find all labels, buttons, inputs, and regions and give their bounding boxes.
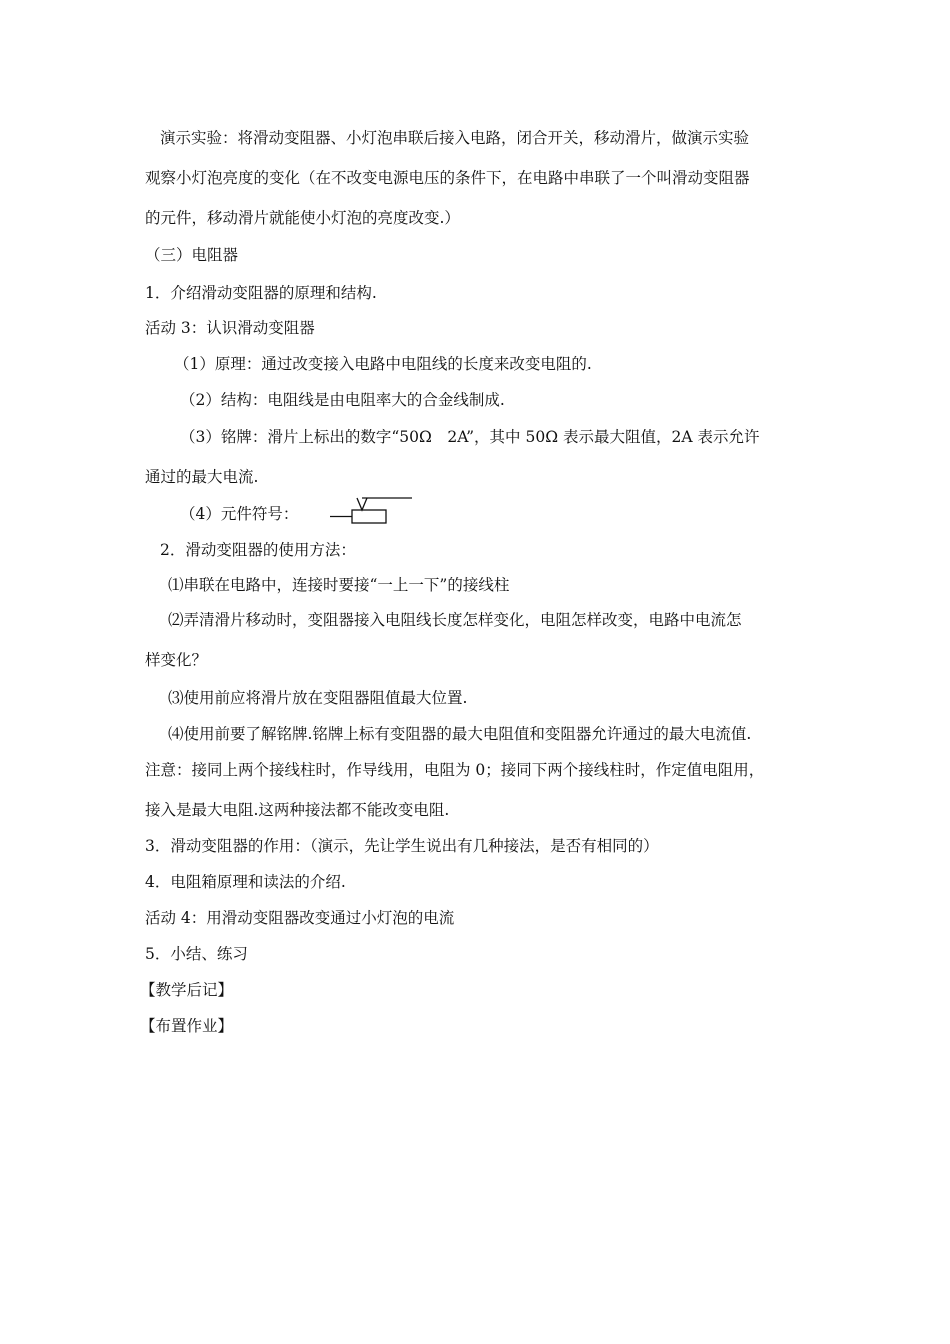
item-1: 1．介绍滑动变阻器的原理和结构. xyxy=(145,284,377,302)
item-5: 5．小结、练习 xyxy=(145,945,248,963)
note-line-2: 接入是最大电阻.这两种接法都不能改变电阻. xyxy=(145,801,450,819)
structure-line: （2）结构：电阻线是由电阻率大的合金线制成. xyxy=(180,391,505,409)
demo-line-3: 的元件，移动滑片就能使小灯泡的亮度改变.） xyxy=(145,209,460,227)
note-line-1: 注意：接同上两个接线柱时，作导线用，电阻为 0；接同下两个接线柱时，作定值电阻用， xyxy=(145,761,765,779)
use-1: ⑴串联在电路中，连接时要接“一上一下”的接线柱 xyxy=(168,576,510,594)
item-2: 2．滑动变阻器的使用方法： xyxy=(160,541,356,559)
demo-line-2: 观察小灯泡亮度的变化（在不改变电源电压的条件下，在电路中串联了一个叫滑动变阻器 xyxy=(145,169,750,187)
use-2-line-2: 样变化？ xyxy=(145,651,208,669)
nameplate-line-1: （3）铭牌：滑片上标出的数字“50Ω 2A”，其中 50Ω 表示最大阻值，2A 表示允许 xyxy=(180,428,760,446)
activity-4: 活动 4：用滑动变阻器改变通过小灯泡的电流 xyxy=(145,909,455,927)
use-3: ⑶使用前应将滑片放在变阻器阻值最大位置. xyxy=(168,689,468,707)
activity-3: 活动 3：认识滑动变阻器 xyxy=(145,319,315,337)
use-2-line-1: ⑵弄清滑片移动时，变阻器接入电阻线长度怎样变化，电阻怎样改变，电路中电流怎 xyxy=(168,611,742,629)
item-3: 3．滑动变阻器的作用：（演示，先让学生说出有几种接法，是否有相同的） xyxy=(145,837,659,855)
demo-line-1: 演示实验：将滑动变阻器、小灯泡串联后接入电路，闭合开关，移动滑片，做演示实验 xyxy=(160,129,750,147)
homework-heading: 【布置作业】 xyxy=(140,1017,234,1035)
principle-line: （1）原理：通过改变接入电路中电阻线的长度来改变电阻的. xyxy=(174,355,592,373)
rheostat-symbol-icon xyxy=(326,490,416,530)
item-4: 4．电阻箱原理和读法的介绍. xyxy=(145,873,346,891)
section-title: （三）电阻器 xyxy=(145,246,239,264)
symbol-label: （4）元件符号： xyxy=(180,505,299,523)
nameplate-line-2: 通过的最大电流. xyxy=(145,468,259,486)
postscript-heading: 【教学后记】 xyxy=(140,981,234,999)
use-4: ⑷使用前要了解铭牌.铭牌上标有变阻器的最大电阻值和变阻器允许通过的最大电流值. xyxy=(168,725,752,743)
